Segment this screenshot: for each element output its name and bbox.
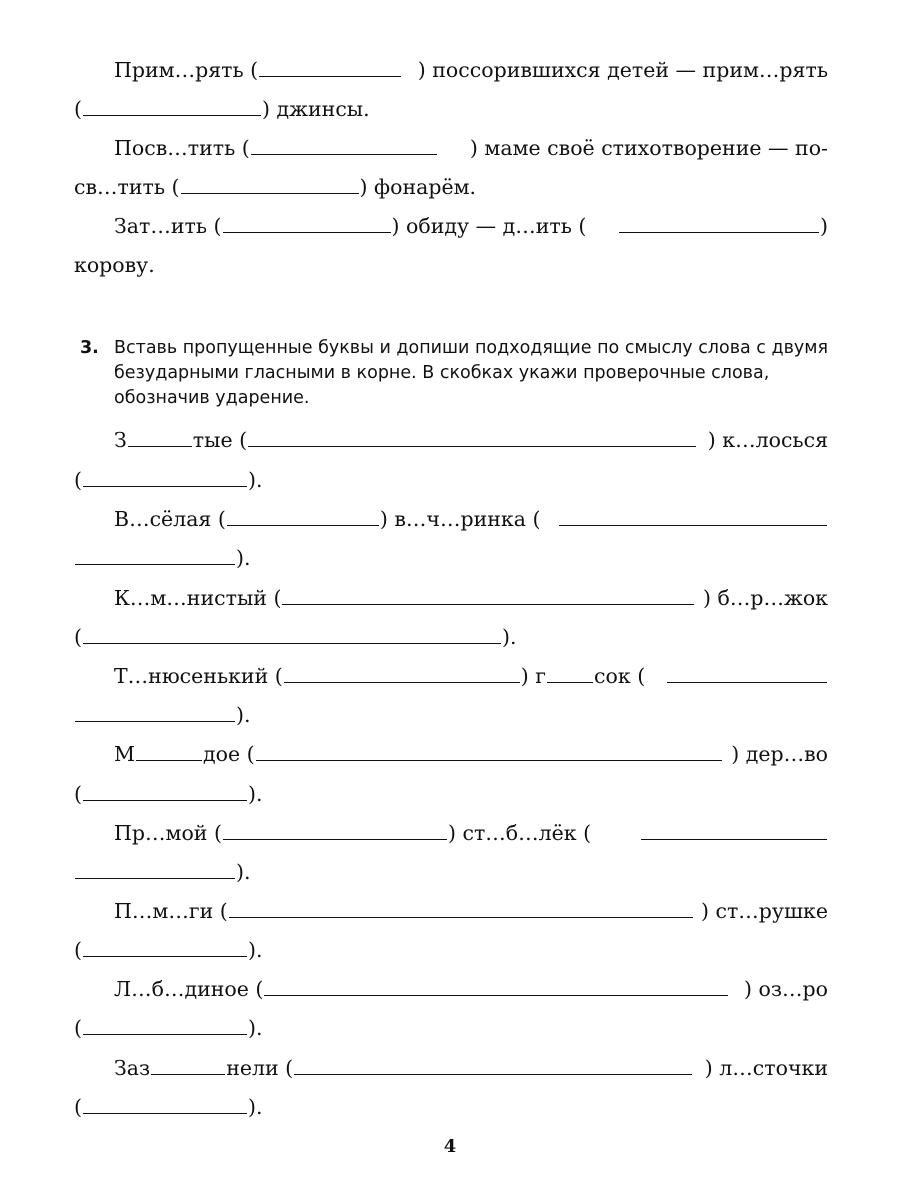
exercise-line: [74, 930, 828, 970]
word: нели (: [226, 1056, 294, 1080]
answer-blank[interactable]: [75, 563, 235, 565]
answer-blank[interactable]: [559, 524, 827, 526]
word: К…м…нистый (: [114, 586, 282, 610]
answer-blank[interactable]: [223, 231, 391, 233]
exercise-line: [74, 1048, 828, 1088]
word: Заз: [114, 1056, 151, 1080]
answer-blank[interactable]: [83, 1033, 247, 1035]
answer-blank[interactable]: [75, 877, 235, 879]
text: ) ст…б…лёк (: [447, 821, 592, 845]
paren: (: [74, 782, 82, 806]
answer-blank[interactable]: [83, 642, 501, 644]
text: ) дер…во: [731, 742, 828, 766]
text: ).: [248, 468, 263, 492]
text: ).: [248, 1016, 263, 1040]
paren: (: [74, 97, 82, 121]
text: ) фонарём.: [359, 175, 477, 199]
word: Пр…мой (: [114, 821, 222, 845]
exercise-line: [74, 734, 828, 774]
answer-blank[interactable]: [151, 1073, 225, 1075]
answer-blank[interactable]: [83, 1112, 247, 1114]
text: ) маме своё стихотворение — по-: [469, 136, 828, 160]
word: Прим…рять (: [114, 58, 259, 82]
answer-blank[interactable]: [128, 445, 192, 447]
word: Посв…тить (: [114, 136, 250, 160]
text: ).: [248, 782, 263, 806]
answer-blank[interactable]: [181, 192, 359, 194]
word: дое (: [203, 742, 255, 766]
text: ) в…ч…ринка (: [379, 507, 541, 531]
text: ).: [236, 703, 251, 727]
paren: (: [74, 625, 82, 649]
exercise-line: [74, 167, 828, 207]
text: ).: [236, 546, 251, 570]
exercise-line: [74, 460, 828, 500]
exercise-line: [74, 420, 828, 460]
exercise-line: [74, 969, 828, 1009]
answer-blank[interactable]: [251, 153, 437, 155]
answer-blank[interactable]: [136, 759, 202, 761]
text: ) л…сточки: [704, 1056, 828, 1080]
exercise-line: [74, 774, 828, 814]
paren: (: [74, 468, 82, 492]
exercise-line: [74, 891, 828, 931]
answer-blank[interactable]: [264, 994, 728, 996]
answer-blank[interactable]: [227, 524, 379, 526]
task-instructions: Вставь пропущенные буквы и допиши подходящие по смыслу слова с двумя безударными гласными в корне. В скобках укажи проверочные слова, обозначив ударение.: [114, 338, 828, 408]
exercise-line: [74, 1008, 828, 1048]
paren: (: [74, 1095, 82, 1119]
answer-blank[interactable]: [641, 838, 827, 840]
text: ) ст…рушке: [700, 899, 828, 923]
answer-blank[interactable]: [284, 681, 520, 683]
text: ) г: [520, 664, 547, 688]
answer-blank[interactable]: [259, 75, 401, 77]
exercise-line: [74, 695, 828, 735]
answer-blank[interactable]: [75, 720, 235, 722]
exercise-line: [74, 1087, 828, 1127]
word: П…м…ги (: [114, 899, 228, 923]
exercise-line: [74, 578, 828, 618]
text: ) обиду — д…ить (: [391, 214, 587, 238]
exercise-line: [74, 50, 828, 90]
answer-blank[interactable]: [83, 485, 247, 487]
text: ): [820, 214, 828, 238]
answer-blank[interactable]: [229, 916, 693, 918]
exercise-line: [74, 813, 828, 853]
text: сок (: [594, 664, 646, 688]
text: ).: [248, 938, 263, 962]
text: ) к…лосься: [707, 428, 828, 452]
word: Зат…ить (: [114, 214, 222, 238]
text: корову.: [74, 253, 155, 277]
word: М: [114, 742, 135, 766]
text: ) джинсы.: [262, 97, 370, 121]
answer-blank[interactable]: [294, 1073, 692, 1075]
word: св…тить (: [74, 175, 180, 199]
text: ).: [236, 860, 251, 884]
paren: (: [74, 938, 82, 962]
answer-blank[interactable]: [83, 114, 261, 116]
answer-blank[interactable]: [619, 231, 819, 233]
answer-blank[interactable]: [282, 603, 694, 605]
answer-blank[interactable]: [83, 799, 247, 801]
text: ).: [502, 625, 517, 649]
task-number: 3.: [80, 338, 99, 358]
word: В…сёлая (: [114, 507, 226, 531]
text: ).: [248, 1095, 263, 1119]
text: ) поссорившихся детей — прим…рять: [417, 58, 828, 82]
exercise-line: [74, 245, 828, 285]
answer-blank[interactable]: [547, 681, 593, 683]
answer-blank[interactable]: [667, 681, 827, 683]
exercise-line: [74, 852, 828, 892]
answer-blank[interactable]: [83, 955, 247, 957]
exercise-line: [74, 538, 828, 578]
text: ) б…р…жок: [703, 586, 828, 610]
answer-blank[interactable]: [248, 445, 696, 447]
answer-blank[interactable]: [256, 759, 722, 761]
word: Л…б…диное (: [114, 977, 264, 1001]
exercise-line: [74, 499, 828, 539]
word: З: [114, 428, 127, 452]
text: ) оз…ро: [743, 977, 828, 1001]
exercise-line: [74, 89, 828, 129]
exercise-line: [74, 128, 828, 168]
page-number: 4: [443, 1136, 457, 1157]
answer-blank[interactable]: [223, 838, 447, 840]
exercise-line: [74, 206, 828, 246]
word: тые (: [192, 428, 248, 452]
paren: (: [74, 1016, 82, 1040]
word: Т…нюсенький (: [114, 664, 283, 688]
exercise-line: [74, 617, 828, 657]
exercise-line: [74, 656, 828, 696]
